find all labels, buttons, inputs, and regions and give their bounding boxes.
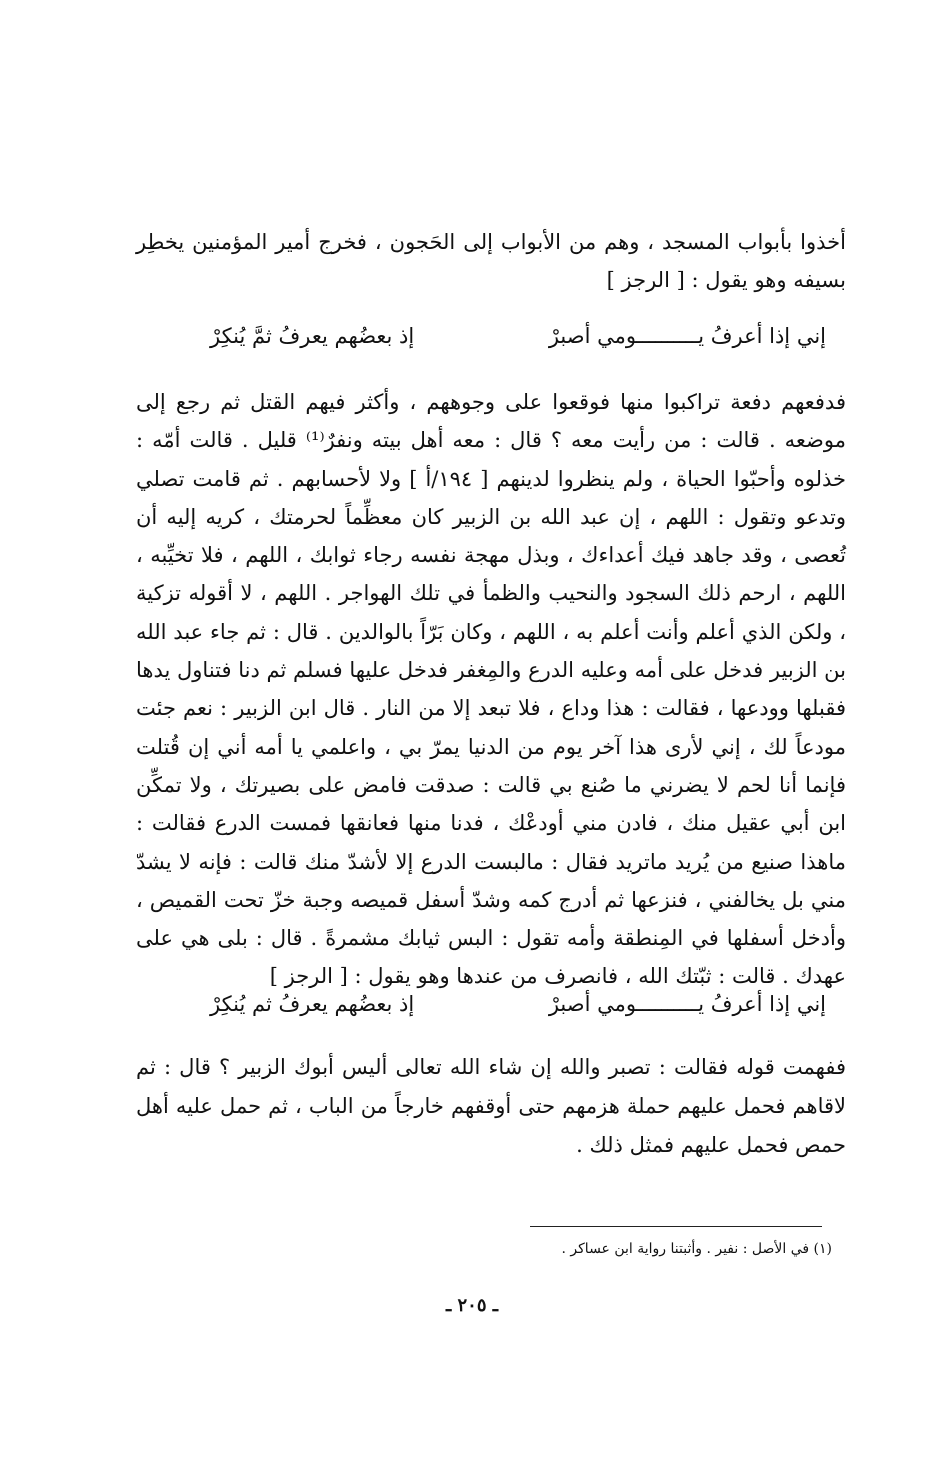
verse-2-second-hemistich: إذ بعضُهم يعرفُ ثم يُنكِرْ [210, 992, 415, 1016]
paragraph-closing: ففهمت قوله فقالت : تصبر والله إن شاء الله تعالى أليس أبوك الزبير ؟ قال : ثم لاقاهم فحمل عليهم حملة هزمهم حتى أوقفهم خارجاً من الباب ، ثم حمل عليه أهل حمص فحمل عليهم فمثل ذلك . [136, 1055, 846, 1157]
paragraph-main: فدفعهم دفعة تراكبوا منها فوقعوا على وجوههم ، وأكثر فيهم القتل ثم رجع إلى موضعه . قالت : من رأيت معه ؟ قال : معه أهل بيته ونفرٌ⁽¹⁾ قليل . قالت أمّه : خذلوه وأحبّوا الحياة ، ولم ينظروا لدينهم [ ١٩٤/أ ] ولا لأحسابهم . ثم قامت تصلي وتدعو وتقول : اللهم ، إن عبد الله بن الزبير كان معظِّماً لحرمتك ، كريه إليه أن تُعصى ، وقد جاهد فيك أعداءك ، وبذل مهجة نفسه رجاء ثوابك ، اللهم ، فلا تخيِّبه ، اللهم ، ارحم ذلك السجود والنحيب والظمأ في تلك الهواجر . اللهم ، لا أقوله تزكية ، ولكن الذي أعلم وأنت أعلم به ، اللهم ، وكان بَرّاً بالوالدين . قال : ثم جاء عبد الله بن الزبير فدخل على أمه وعليه الدرع والمِغفر فدخل عليها فسلم ثم دنا فتناول يدها فقبلها وودعها ، فقالت : هذا وداع ، فلا تبعد إلا من النار . قال ابن الزبير : نعم جئت مودعاً لك ، إني لأرى هذا آخر يوم من الدنيا يمرّ بي ، واعلمي يا أمه أني إن قُتلت فإنما أنا لحم لا يضرني ما صُنع بي قالت : صدقت فامض على بصيرتك ، ولا تمكِّن ابن أبي عقيل منك ، فادن مني أودعْك ، فدنا منها فعانقها فمست الدرع فقالت : ماهذا صنيع من يُريد ماتريد فقال : مالبست الدرع إلا لأشدّ منك قالت : فإنه لا يشدّ مني بل يخالفني ، فنزعها ثم أدرج كمه وشدّ أسفل قميصه وجبة خزّ تحت القميص ، وأدخل أسفلها في المِنطقة وأمه تقول : البس ثيابك مشمرةً . قال : بلى هي على عهدك . قالت : ثبّتك الله ، فانصرف من عندها وهو يقول : [ الرجز ] [136, 390, 846, 989]
page-number: ـ ٢٠٥ ـ [445, 1295, 499, 1316]
footnote: (١) في الأصل : نفير . وأثبتنا رواية ابن عساكر . [561, 1241, 832, 1257]
paragraph-opening: أخذوا بأبواب المسجد ، وهم من الأبواب إلى الحَجون ، فخرج أمير المؤمنين يخطِر بسيفه وهو يقول : [ الرجز ] [136, 230, 846, 293]
verse-line-1 [210, 317, 826, 355]
verse-1-first-hemistich: إني إذا أعرفُ يــــــــــومي أصبرْ [548, 324, 826, 348]
footnote-separator [530, 1226, 822, 1227]
verse-2-first-hemistich: إني إذا أعرفُ يــــــــــومي أصبرْ [548, 992, 826, 1016]
verse-line-2 [210, 985, 826, 1023]
verse-1-second-hemistich: إذ بعضُهم يعرفُ ثمَّ يُنكِرْ [210, 324, 415, 348]
